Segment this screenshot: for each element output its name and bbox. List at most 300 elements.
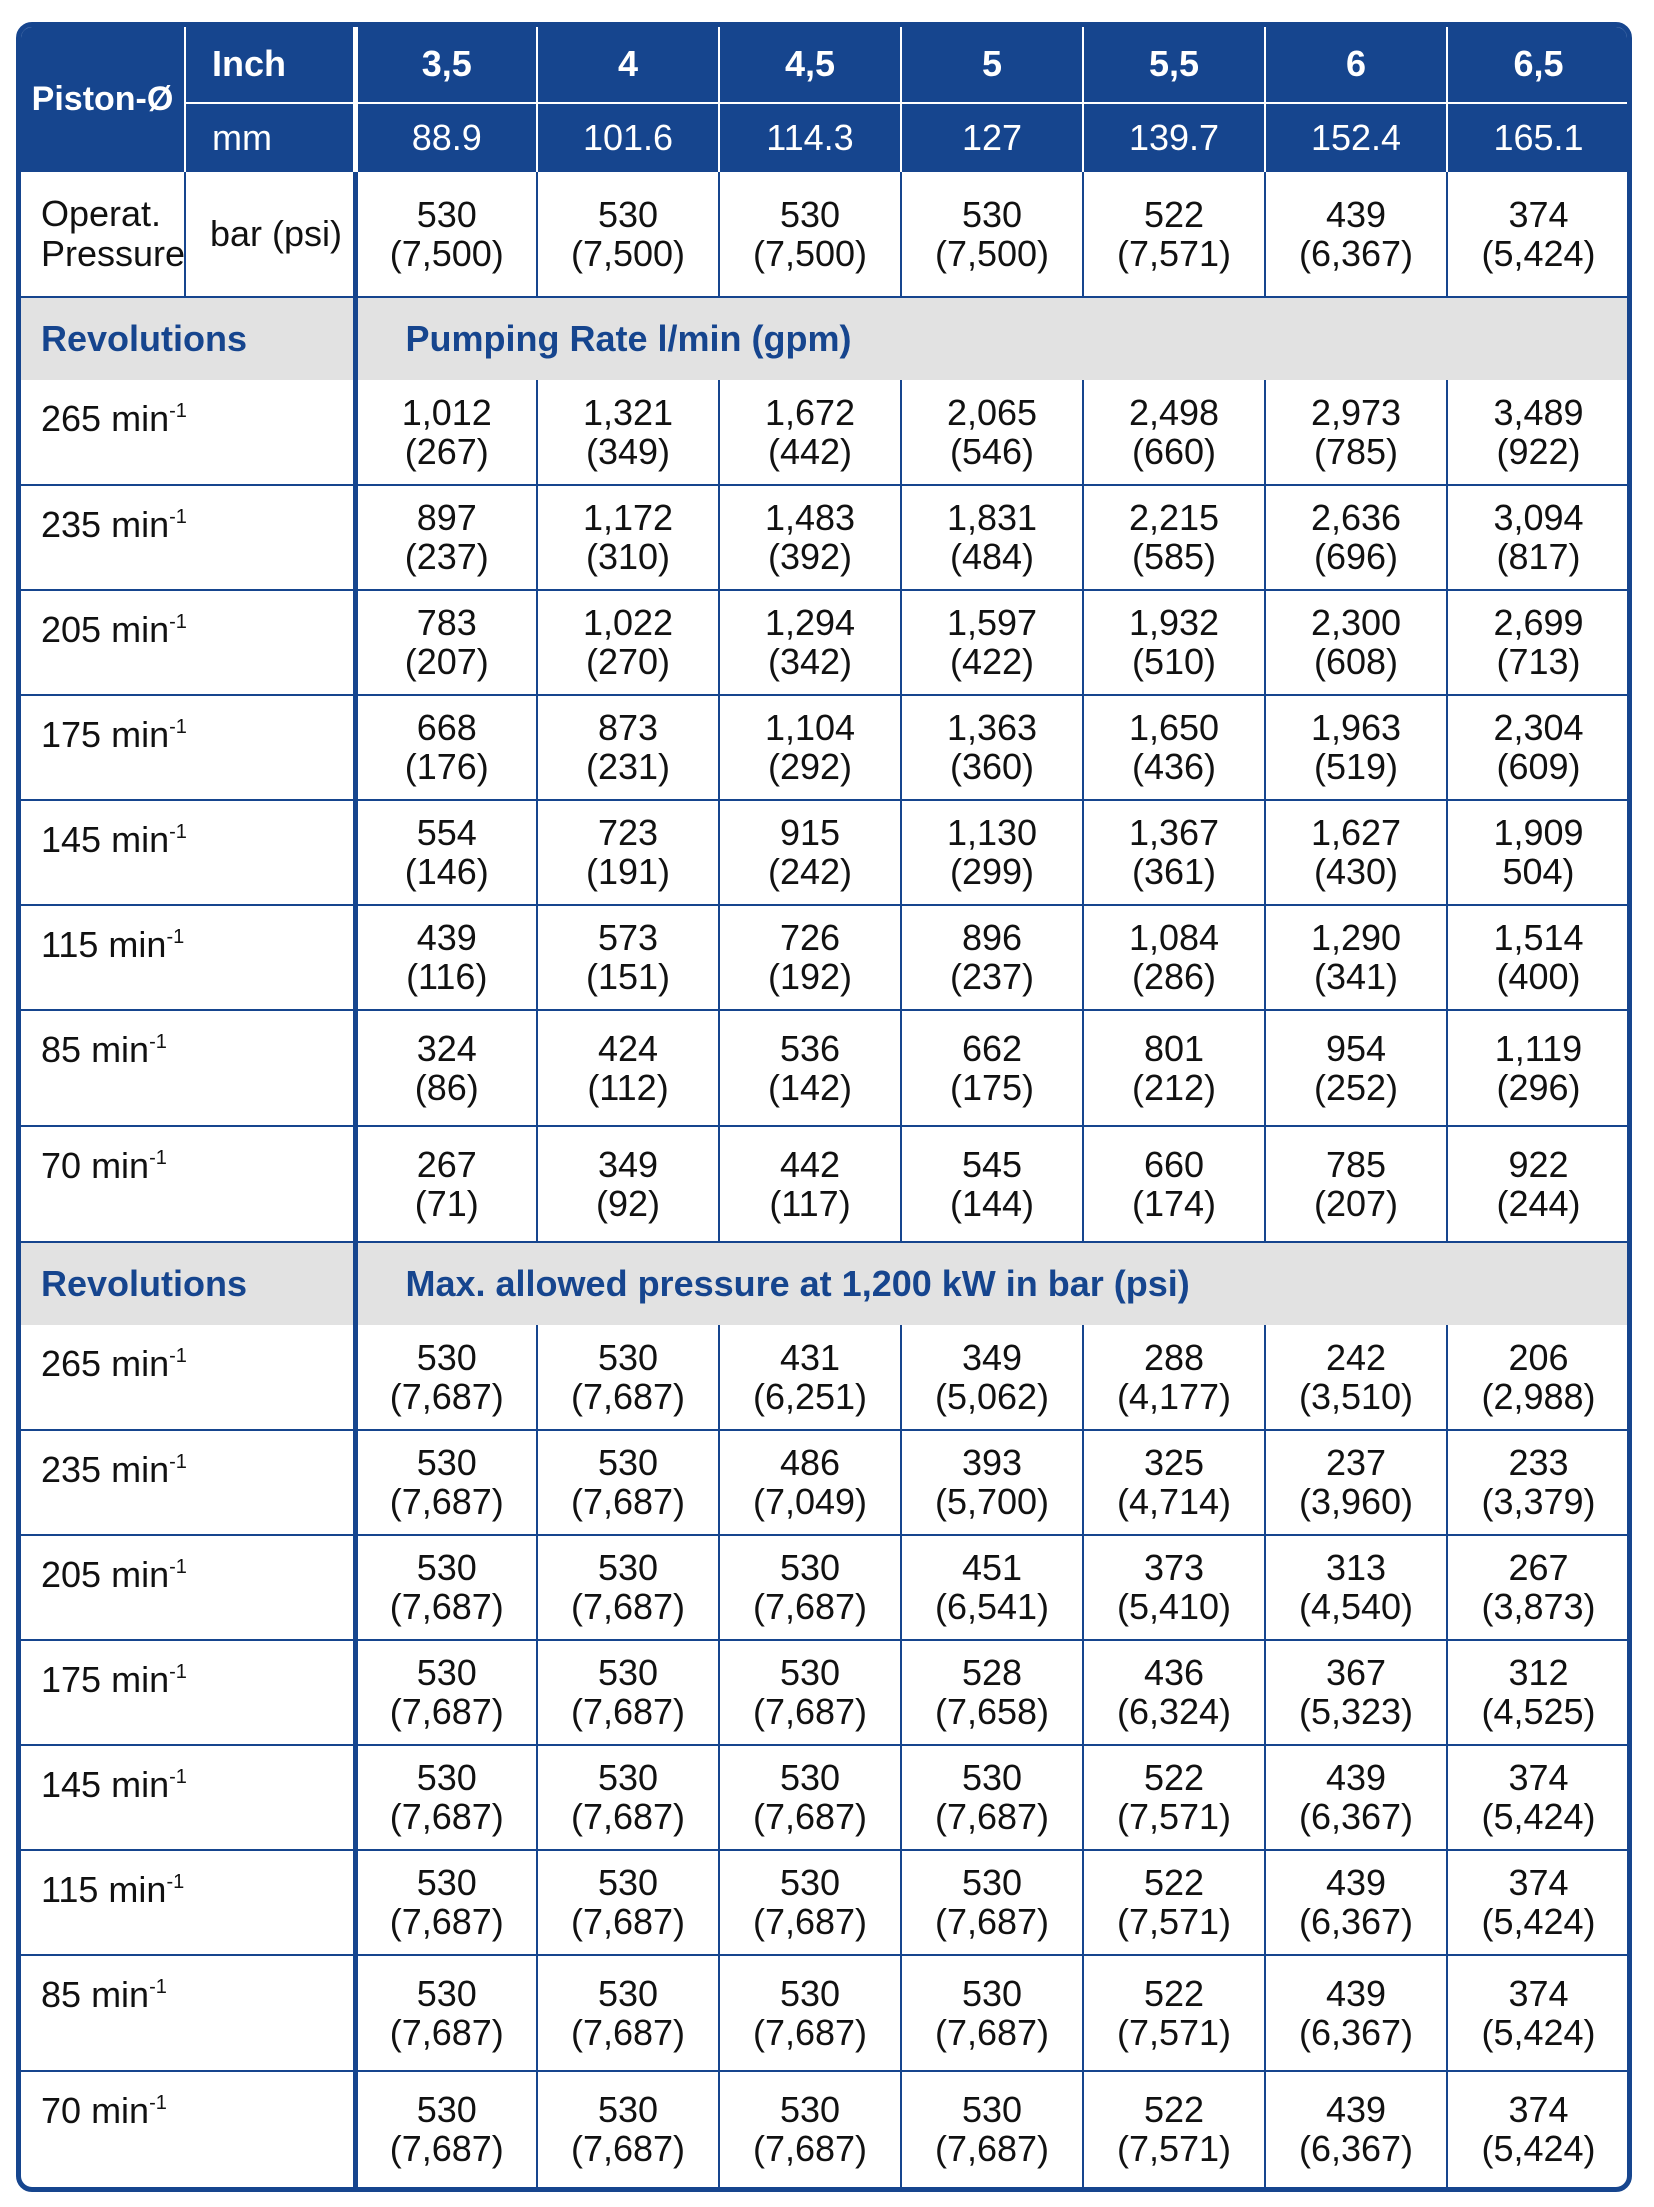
value-secondary: (3,960) xyxy=(1298,1481,1414,1523)
value-primary: 1,172 xyxy=(582,497,674,539)
value-secondary: (608) xyxy=(1313,641,1399,683)
value-secondary: (192) xyxy=(767,956,853,998)
value-primary: 530 xyxy=(779,194,841,236)
value-primary: 1,084 xyxy=(1128,917,1220,959)
piston-mm-value: 101.6 xyxy=(537,103,719,172)
value-cell xyxy=(537,1126,719,1242)
value-cell xyxy=(1265,1535,1447,1640)
value-secondary: (7,571) xyxy=(1116,1796,1232,1838)
revolutions-number: 175 xyxy=(41,713,102,755)
table-row xyxy=(21,905,1629,1010)
value-primary: 3,489 xyxy=(1493,391,1584,433)
value-primary: 536 xyxy=(779,1027,841,1069)
value-primary: 554 xyxy=(416,812,477,854)
value-primary: 530 xyxy=(779,1652,841,1694)
value-secondary: (7,687) xyxy=(752,1901,868,1943)
value-secondary: (546) xyxy=(949,430,1035,472)
value-primary: 374 xyxy=(1508,1862,1569,1904)
revolutions-unit: min xyxy=(111,397,170,439)
value-cell xyxy=(1083,695,1265,800)
value-cell xyxy=(1083,380,1265,485)
revolutions-exponent: -1 xyxy=(149,1030,167,1053)
value-primary: 436 xyxy=(1143,1652,1205,1694)
value-primary: 873 xyxy=(597,707,659,749)
value-cell xyxy=(1447,1126,1629,1242)
value-primary: 530 xyxy=(416,2089,477,2131)
value-cell xyxy=(901,1745,1083,1850)
value-primary: 1,672 xyxy=(764,391,856,433)
value-cell xyxy=(719,2071,901,2187)
value-cell xyxy=(355,1955,537,2071)
value-primary: 312 xyxy=(1508,1652,1569,1694)
revolutions-number: 265 xyxy=(41,397,102,439)
value-cell xyxy=(1083,1126,1265,1242)
value-secondary: (7,687) xyxy=(389,1586,504,1628)
value-primary: 522 xyxy=(1143,1757,1205,1799)
value-primary: 726 xyxy=(779,917,841,959)
value-cell xyxy=(901,905,1083,1010)
value-secondary: (242) xyxy=(767,851,853,893)
spec-table-frame xyxy=(16,22,1632,2192)
value-cell xyxy=(901,1850,1083,1955)
value-secondary: (7,500) xyxy=(389,233,504,275)
value-cell xyxy=(1447,485,1629,590)
value-secondary: (7,500) xyxy=(570,233,686,275)
revolutions-value xyxy=(21,590,355,695)
value-secondary: (7,571) xyxy=(1116,1901,1232,1943)
value-cell xyxy=(1447,1640,1629,1745)
max-pressure-section-header xyxy=(21,1242,1629,1325)
piston-inch-value: 5,5 xyxy=(1083,27,1265,103)
value-secondary: (7,687) xyxy=(389,1481,504,1523)
value-primary: 530 xyxy=(779,1862,841,1904)
value-primary: 528 xyxy=(961,1652,1023,1694)
value-cell xyxy=(901,695,1083,800)
value-primary: 1,367 xyxy=(1128,812,1220,854)
value-secondary: (7,687) xyxy=(934,2128,1050,2170)
value-secondary: (174) xyxy=(1131,1183,1217,1224)
piston-mm-value: 114.3 xyxy=(719,103,901,172)
table-row xyxy=(21,695,1629,800)
value-primary: 1,363 xyxy=(946,707,1038,749)
revolutions-label: Revolutions xyxy=(21,1242,355,1325)
value-cell xyxy=(1265,800,1447,905)
revolutions-number: 205 xyxy=(41,608,102,650)
value-cell xyxy=(1447,1535,1629,1640)
value-cell xyxy=(719,172,901,297)
value-primary: 349 xyxy=(961,1336,1023,1378)
value-primary: 530 xyxy=(597,194,659,236)
revolutions-number: 265 xyxy=(41,1342,102,1384)
value-secondary: (7,687) xyxy=(389,1901,504,1943)
value-primary: 1,290 xyxy=(1310,917,1402,959)
value-cell xyxy=(355,590,537,695)
revolutions-unit: min xyxy=(108,1868,167,1910)
value-cell xyxy=(719,800,901,905)
value-cell xyxy=(901,2071,1083,2187)
value-secondary: (6,367) xyxy=(1298,1796,1414,1838)
value-cell xyxy=(719,1640,901,1745)
revolutions-exponent: -1 xyxy=(169,1450,187,1473)
revolutions-exponent: -1 xyxy=(166,1870,185,1893)
value-secondary: (267) xyxy=(404,430,489,472)
value-cell xyxy=(901,172,1083,297)
table-row xyxy=(21,380,1629,485)
spec-table xyxy=(21,27,1629,2187)
mm-unit-label: mm xyxy=(185,103,355,172)
header-row-inch xyxy=(21,27,1629,103)
value-secondary: (7,571) xyxy=(1116,233,1232,275)
value-cell xyxy=(901,1640,1083,1745)
value-cell xyxy=(355,380,537,485)
revolutions-value xyxy=(21,1640,355,1745)
value-cell xyxy=(355,905,537,1010)
value-cell xyxy=(1447,1010,1629,1126)
value-primary: 530 xyxy=(779,2089,841,2131)
value-cell xyxy=(1447,905,1629,1010)
value-cell xyxy=(1083,1325,1265,1430)
value-cell xyxy=(355,800,537,905)
value-cell xyxy=(537,1745,719,1850)
revolutions-exponent: -1 xyxy=(169,820,187,843)
value-secondary: (660) xyxy=(1131,430,1217,472)
piston-inch-value: 4,5 xyxy=(719,27,901,103)
value-primary: 439 xyxy=(1325,1757,1387,1799)
value-primary: 2,699 xyxy=(1493,602,1584,644)
table-row xyxy=(21,590,1629,695)
piston-inch-value: 6 xyxy=(1265,27,1447,103)
value-secondary: (400) xyxy=(1496,956,1581,998)
value-primary: 1,963 xyxy=(1310,707,1402,749)
value-secondary: (71) xyxy=(414,1183,479,1224)
piston-inch-value: 3,5 xyxy=(355,27,537,103)
value-secondary: (7,687) xyxy=(570,1691,686,1733)
value-cell xyxy=(1447,1955,1629,2071)
table-row xyxy=(21,1325,1629,1430)
value-cell xyxy=(1083,1745,1265,1850)
value-cell xyxy=(901,1430,1083,1535)
value-primary: 530 xyxy=(961,1757,1023,1799)
revolutions-value xyxy=(21,1535,355,1640)
value-primary: 783 xyxy=(416,602,477,644)
value-secondary: (519) xyxy=(1313,746,1399,788)
value-primary: 1,294 xyxy=(764,602,856,644)
value-cell xyxy=(719,1850,901,1955)
value-secondary: (7,687) xyxy=(570,1796,686,1838)
revolutions-value xyxy=(21,1850,355,1955)
revolutions-value xyxy=(21,695,355,800)
value-primary: 313 xyxy=(1325,1547,1387,1589)
revolutions-unit: min xyxy=(111,1658,170,1700)
value-primary: 267 xyxy=(416,1144,477,1185)
value-secondary: (175) xyxy=(949,1066,1035,1108)
value-primary: 1,104 xyxy=(764,707,856,749)
value-primary: 325 xyxy=(1143,1442,1205,1484)
value-secondary: (7,687) xyxy=(389,2011,504,2053)
value-primary: 3,094 xyxy=(1493,497,1584,539)
value-secondary: (922) xyxy=(1496,430,1581,472)
value-secondary: (146) xyxy=(404,851,489,893)
revolutions-value xyxy=(21,380,355,485)
value-secondary: (286) xyxy=(1131,956,1217,998)
value-cell xyxy=(901,1535,1083,1640)
value-secondary: (422) xyxy=(949,641,1035,683)
value-cell xyxy=(1083,800,1265,905)
revolutions-value xyxy=(21,2071,355,2187)
value-cell xyxy=(1265,172,1447,297)
revolutions-number: 85 xyxy=(41,1028,82,1070)
value-cell xyxy=(901,590,1083,695)
value-secondary: (361) xyxy=(1131,851,1217,893)
revolutions-number: 70 xyxy=(41,2089,82,2131)
value-primary: 439 xyxy=(1325,1972,1387,2014)
table-row xyxy=(21,1640,1629,1745)
value-cell xyxy=(355,695,537,800)
revolutions-exponent: -1 xyxy=(169,1765,187,1788)
revolutions-unit: min xyxy=(111,1553,170,1595)
value-cell xyxy=(1447,380,1629,485)
revolutions-value xyxy=(21,485,355,590)
value-primary: 530 xyxy=(416,1757,477,1799)
value-primary: 530 xyxy=(779,1757,841,1799)
piston-diameter-label: Piston-Ø xyxy=(21,27,185,172)
value-secondary: (3,379) xyxy=(1481,1481,1596,1523)
value-secondary: (7,500) xyxy=(934,233,1050,275)
value-primary: 530 xyxy=(416,1547,477,1589)
value-secondary: (212) xyxy=(1131,1066,1217,1108)
value-primary: 451 xyxy=(961,1547,1023,1589)
value-secondary: (86) xyxy=(414,1066,479,1108)
value-cell xyxy=(537,1850,719,1955)
piston-mm-value: 88.9 xyxy=(355,103,537,172)
value-secondary: (292) xyxy=(767,746,853,788)
value-secondary: (144) xyxy=(949,1183,1035,1224)
value-primary: 374 xyxy=(1508,194,1569,236)
value-secondary: (151) xyxy=(585,956,671,998)
value-cell xyxy=(537,172,719,297)
value-cell xyxy=(901,1126,1083,1242)
value-cell xyxy=(1265,1745,1447,1850)
value-secondary: (5,424) xyxy=(1481,1901,1596,1943)
value-secondary: (7,687) xyxy=(389,1691,504,1733)
value-primary: 522 xyxy=(1143,2089,1205,2131)
table-row xyxy=(21,1010,1629,1126)
revolutions-unit: min xyxy=(111,503,170,545)
value-cell xyxy=(355,1535,537,1640)
value-secondary: (92) xyxy=(595,1183,661,1224)
revolutions-number: 115 xyxy=(41,923,99,965)
value-primary: 1,597 xyxy=(946,602,1038,644)
value-secondary: (176) xyxy=(404,746,489,788)
value-primary: 660 xyxy=(1143,1144,1205,1185)
inch-unit-label: Inch xyxy=(185,27,355,103)
piston-mm-value: 152.4 xyxy=(1265,103,1447,172)
table-row xyxy=(21,1745,1629,1850)
value-cell xyxy=(537,1640,719,1745)
revolutions-number: 205 xyxy=(41,1553,102,1595)
value-secondary: (7,687) xyxy=(389,1796,504,1838)
value-cell xyxy=(537,590,719,695)
value-primary: 954 xyxy=(1325,1027,1387,1069)
value-cell xyxy=(1265,2071,1447,2187)
value-primary: 1,514 xyxy=(1493,917,1584,959)
table-row xyxy=(21,485,1629,590)
value-cell xyxy=(901,800,1083,905)
value-cell xyxy=(1083,1535,1265,1640)
value-secondary: (4,540) xyxy=(1298,1586,1414,1628)
value-primary: 486 xyxy=(779,1442,841,1484)
value-cell xyxy=(1447,2071,1629,2187)
value-primary: 573 xyxy=(597,917,659,959)
value-cell xyxy=(1265,1955,1447,2071)
value-primary: 915 xyxy=(779,812,841,854)
value-primary: 2,215 xyxy=(1128,497,1220,539)
operating-pressure-label-line2: Pressure xyxy=(41,233,186,275)
value-cell xyxy=(537,695,719,800)
value-primary: 522 xyxy=(1143,1862,1205,1904)
revolutions-number: 70 xyxy=(41,1144,82,1186)
value-secondary: (237) xyxy=(404,536,489,578)
operating-pressure-label xyxy=(21,172,185,297)
value-secondary: (6,541) xyxy=(934,1586,1050,1628)
value-primary: 530 xyxy=(597,1652,659,1694)
value-secondary: (7,571) xyxy=(1116,2011,1232,2053)
revolutions-exponent: -1 xyxy=(169,610,187,633)
table-row xyxy=(21,1955,1629,2071)
value-primary: 530 xyxy=(961,2089,1023,2131)
value-cell xyxy=(1447,172,1629,297)
value-secondary: (7,687) xyxy=(934,1796,1050,1838)
value-secondary: (5,062) xyxy=(934,1375,1050,1417)
value-cell xyxy=(537,380,719,485)
value-secondary: 504) xyxy=(1502,851,1575,893)
value-secondary: (231) xyxy=(585,746,671,788)
value-secondary: (7,687) xyxy=(752,2011,868,2053)
value-cell xyxy=(901,1325,1083,1430)
piston-mm-value: 127 xyxy=(901,103,1083,172)
revolutions-number: 145 xyxy=(41,1763,102,1805)
value-cell xyxy=(537,2071,719,2187)
revolutions-exponent: -1 xyxy=(149,2091,167,2114)
value-secondary: (484) xyxy=(949,536,1035,578)
value-primary: 424 xyxy=(597,1027,659,1069)
value-cell xyxy=(1447,1430,1629,1535)
value-primary: 897 xyxy=(416,497,477,539)
revolutions-unit: min xyxy=(108,923,167,965)
value-cell xyxy=(1265,1010,1447,1126)
value-primary: 530 xyxy=(416,194,477,236)
value-secondary: (7,687) xyxy=(570,1586,686,1628)
value-primary: 349 xyxy=(597,1144,659,1185)
value-secondary: (207) xyxy=(1313,1183,1399,1224)
value-secondary: (7,687) xyxy=(389,2128,504,2170)
value-cell xyxy=(537,800,719,905)
value-cell xyxy=(1265,1325,1447,1430)
value-secondary: (6,367) xyxy=(1298,1901,1414,1943)
value-primary: 2,498 xyxy=(1128,391,1220,433)
value-secondary: (349) xyxy=(585,430,671,472)
value-cell xyxy=(355,1745,537,1850)
value-secondary: (7,687) xyxy=(570,2011,686,2053)
value-cell xyxy=(1447,1745,1629,1850)
value-primary: 288 xyxy=(1143,1336,1205,1378)
value-primary: 530 xyxy=(416,1442,477,1484)
value-secondary: (5,410) xyxy=(1116,1586,1232,1628)
revolutions-value xyxy=(21,1126,355,1242)
value-primary: 2,304 xyxy=(1493,707,1584,749)
value-cell xyxy=(901,380,1083,485)
value-cell xyxy=(355,1640,537,1745)
revolutions-unit: min xyxy=(111,1763,170,1805)
value-primary: 1,932 xyxy=(1128,602,1220,644)
revolutions-exponent: -1 xyxy=(169,1344,187,1367)
value-primary: 530 xyxy=(961,194,1023,236)
value-primary: 530 xyxy=(597,1862,659,1904)
value-primary: 367 xyxy=(1325,1652,1387,1694)
pumping-rate-section-header xyxy=(21,297,1629,380)
value-secondary: (7,687) xyxy=(934,1901,1050,1943)
value-secondary: (6,251) xyxy=(752,1375,868,1417)
value-primary: 324 xyxy=(416,1027,477,1069)
value-primary: 1,119 xyxy=(1494,1027,1583,1069)
value-cell xyxy=(1265,1126,1447,1242)
revolutions-exponent: -1 xyxy=(149,1975,167,1998)
value-secondary: (5,424) xyxy=(1481,1796,1596,1838)
value-primary: 373 xyxy=(1143,1547,1205,1589)
value-secondary: (296) xyxy=(1496,1066,1581,1108)
value-cell xyxy=(719,905,901,1010)
piston-mm-value: 139.7 xyxy=(1083,103,1265,172)
value-primary: 1,012 xyxy=(401,391,492,433)
value-cell xyxy=(1265,1640,1447,1745)
value-secondary: (7,687) xyxy=(752,1691,868,1733)
revolutions-exponent: -1 xyxy=(169,1660,187,1683)
value-secondary: (785) xyxy=(1313,430,1399,472)
value-primary: 439 xyxy=(416,917,477,959)
value-primary: 723 xyxy=(597,812,659,854)
value-primary: 237 xyxy=(1325,1442,1387,1484)
value-secondary: (609) xyxy=(1496,746,1581,788)
value-primary: 1,022 xyxy=(582,602,674,644)
revolutions-exponent: -1 xyxy=(166,925,185,948)
value-secondary: (5,424) xyxy=(1481,2011,1596,2053)
value-secondary: (341) xyxy=(1313,956,1399,998)
revolutions-value xyxy=(21,905,355,1010)
value-cell xyxy=(1265,1430,1447,1535)
value-secondary: (270) xyxy=(585,641,671,683)
table-row xyxy=(21,1535,1629,1640)
value-secondary: (7,500) xyxy=(752,233,868,275)
value-primary: 374 xyxy=(1508,2089,1569,2131)
value-secondary: (7,687) xyxy=(752,1796,868,1838)
piston-mm-value: 165.1 xyxy=(1447,103,1629,172)
value-cell xyxy=(537,485,719,590)
revolutions-unit: min xyxy=(91,1973,150,2015)
value-secondary: (713) xyxy=(1496,641,1581,683)
revolutions-unit: min xyxy=(91,2089,150,2131)
revolutions-unit: min xyxy=(111,818,170,860)
value-secondary: (3,873) xyxy=(1481,1586,1596,1628)
header-row-mm xyxy=(21,103,1629,172)
value-secondary: (7,687) xyxy=(570,1481,686,1523)
value-primary: 1,483 xyxy=(764,497,856,539)
value-secondary: (112) xyxy=(587,1066,669,1108)
value-secondary: (6,324) xyxy=(1116,1691,1232,1733)
value-secondary: (7,658) xyxy=(934,1691,1050,1733)
value-primary: 2,300 xyxy=(1310,602,1402,644)
table-row xyxy=(21,2071,1629,2187)
value-secondary: (7,687) xyxy=(570,1375,686,1417)
